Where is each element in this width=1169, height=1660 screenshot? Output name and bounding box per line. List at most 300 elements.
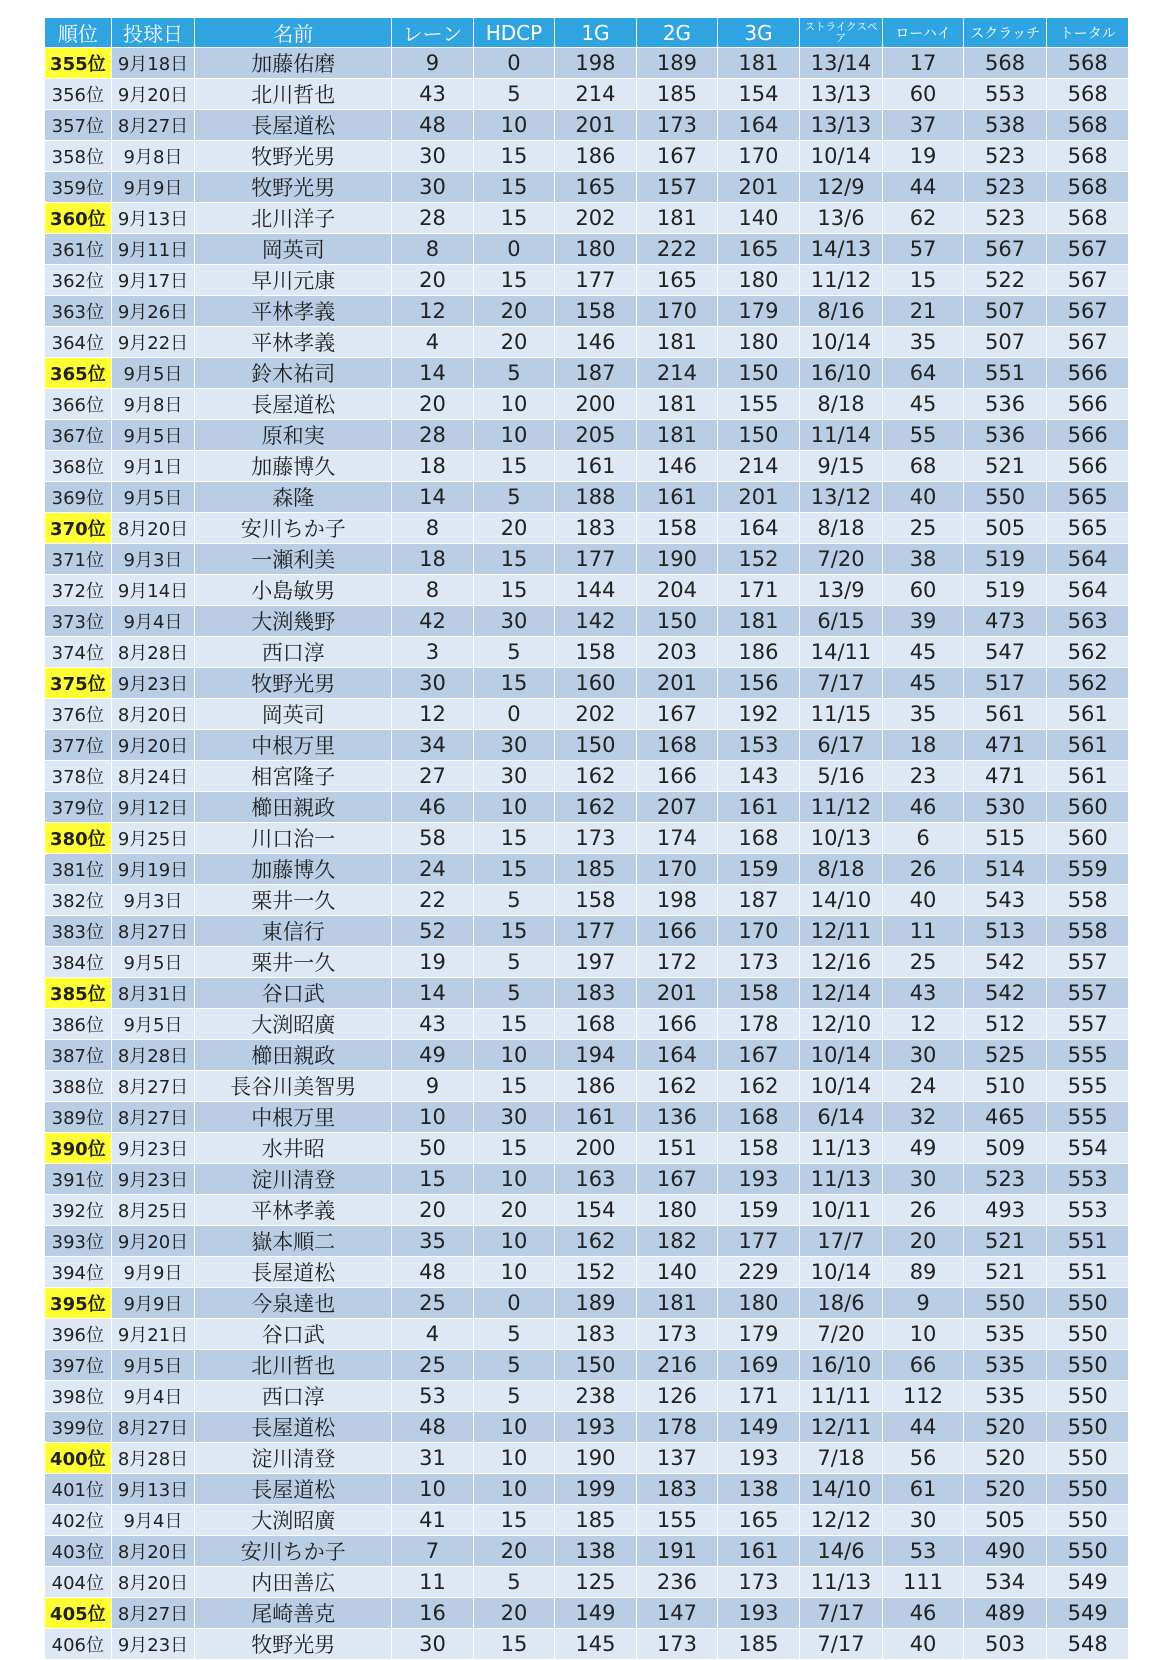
cell-low-high: 32 — [883, 1102, 963, 1133]
cell-low-high: 61 — [883, 1474, 963, 1505]
cell-total: 568 — [1047, 172, 1129, 203]
cell-name: 牧野光男 — [195, 668, 392, 699]
cell-lane: 18 — [392, 451, 474, 482]
table-row — [45, 1474, 1129, 1505]
cell-strike-spare: 7/20 — [799, 544, 883, 575]
cell-hdcp: 15 — [473, 575, 555, 606]
cell-rank: 384位 — [45, 947, 112, 978]
cell-game2: 140 — [636, 1257, 718, 1288]
cell-date: 8月20日 — [111, 1536, 195, 1567]
cell-name: 牧野光男 — [195, 141, 392, 172]
cell-total: 557 — [1047, 978, 1129, 1009]
cell-name: 長屋道松 — [195, 1474, 392, 1505]
cell-lane: 3 — [392, 637, 474, 668]
cell-rank: 392位 — [45, 1195, 112, 1226]
cell-name: 尾崎善克 — [195, 1598, 392, 1629]
cell-scratch: 513 — [963, 916, 1047, 947]
cell-hdcp: 5 — [473, 885, 555, 916]
cell-rank: 401位 — [45, 1474, 112, 1505]
cell-low-high: 35 — [883, 327, 963, 358]
cell-game3: 164 — [718, 513, 800, 544]
cell-lane: 52 — [392, 916, 474, 947]
cell-low-high: 46 — [883, 1598, 963, 1629]
cell-lane: 15 — [392, 1164, 474, 1195]
cell-strike-spare: 14/10 — [799, 1474, 883, 1505]
cell-game2: 166 — [636, 916, 718, 947]
header-1g: 1G — [555, 18, 637, 48]
cell-game3: 165 — [718, 234, 800, 265]
cell-low-high: 46 — [883, 792, 963, 823]
cell-hdcp: 20 — [473, 327, 555, 358]
cell-game3: 187 — [718, 885, 800, 916]
cell-total: 553 — [1047, 1195, 1129, 1226]
table-row — [45, 637, 1129, 668]
cell-scratch: 534 — [963, 1567, 1047, 1598]
cell-lane: 18 — [392, 544, 474, 575]
cell-name: 長屋道松 — [195, 1412, 392, 1443]
cell-rank: 383位 — [45, 916, 112, 947]
cell-game1: 189 — [555, 1288, 637, 1319]
cell-rank: 364位 — [45, 327, 112, 358]
cell-low-high: 60 — [883, 79, 963, 110]
cell-game3: 158 — [718, 978, 800, 1009]
cell-game1: 138 — [555, 1536, 637, 1567]
cell-scratch: 507 — [963, 327, 1047, 358]
cell-rank: 372位 — [45, 575, 112, 606]
cell-game3: 179 — [718, 1319, 800, 1350]
cell-scratch: 521 — [963, 1257, 1047, 1288]
cell-scratch: 536 — [963, 420, 1047, 451]
cell-scratch: 471 — [963, 730, 1047, 761]
cell-scratch: 489 — [963, 1598, 1047, 1629]
cell-game3: 180 — [718, 1288, 800, 1319]
cell-game1: 168 — [555, 1009, 637, 1040]
cell-game1: 190 — [555, 1443, 637, 1474]
cell-strike-spare: 12/11 — [799, 1412, 883, 1443]
cell-game1: 150 — [555, 730, 637, 761]
cell-name: 中根万里 — [195, 730, 392, 761]
cell-date: 9月4日 — [111, 1505, 195, 1536]
cell-name: 森隆 — [195, 482, 392, 513]
cell-strike-spare: 13/14 — [799, 48, 883, 79]
cell-game1: 202 — [555, 203, 637, 234]
cell-scratch: 520 — [963, 1412, 1047, 1443]
cell-game2: 126 — [636, 1381, 718, 1412]
cell-name: 加藤博久 — [195, 854, 392, 885]
cell-lane: 10 — [392, 1102, 474, 1133]
cell-low-high: 10 — [883, 1319, 963, 1350]
cell-total: 562 — [1047, 637, 1129, 668]
cell-rank: 356位 — [45, 79, 112, 110]
cell-game3: 178 — [718, 1009, 800, 1040]
cell-hdcp: 5 — [473, 947, 555, 978]
cell-lane: 14 — [392, 978, 474, 1009]
cell-lane: 30 — [392, 1629, 474, 1660]
table-row — [45, 730, 1129, 761]
cell-total: 558 — [1047, 885, 1129, 916]
cell-strike-spare: 7/17 — [799, 668, 883, 699]
cell-rank: 358位 — [45, 141, 112, 172]
cell-total: 550 — [1047, 1474, 1129, 1505]
cell-rank: 375位 — [45, 668, 112, 699]
table-row — [45, 1071, 1129, 1102]
cell-date: 9月23日 — [111, 1629, 195, 1660]
cell-total: 566 — [1047, 358, 1129, 389]
cell-total: 558 — [1047, 916, 1129, 947]
cell-strike-spare: 8/16 — [799, 296, 883, 327]
cell-low-high: 45 — [883, 668, 963, 699]
cell-game1: 154 — [555, 1195, 637, 1226]
table-row — [45, 1443, 1129, 1474]
table-row — [45, 699, 1129, 730]
cell-total: 550 — [1047, 1443, 1129, 1474]
cell-date: 9月23日 — [111, 1164, 195, 1195]
cell-low-high: 49 — [883, 1133, 963, 1164]
cell-name: 北川哲也 — [195, 79, 392, 110]
cell-hdcp: 15 — [473, 172, 555, 203]
cell-scratch: 553 — [963, 79, 1047, 110]
cell-total: 568 — [1047, 79, 1129, 110]
cell-game3: 158 — [718, 1133, 800, 1164]
cell-game2: 201 — [636, 978, 718, 1009]
cell-total: 550 — [1047, 1350, 1129, 1381]
cell-date: 9月11日 — [111, 234, 195, 265]
cell-scratch: 507 — [963, 296, 1047, 327]
cell-game2: 191 — [636, 1536, 718, 1567]
cell-name: 中根万里 — [195, 1102, 392, 1133]
cell-lane: 31 — [392, 1443, 474, 1474]
header-row — [45, 18, 1129, 48]
table-row — [45, 358, 1129, 389]
cell-total: 566 — [1047, 420, 1129, 451]
cell-game2: 183 — [636, 1474, 718, 1505]
cell-date: 9月9日 — [111, 1288, 195, 1319]
cell-rank: 365位 — [45, 358, 112, 389]
cell-game2: 170 — [636, 296, 718, 327]
cell-name: 安川ちか子 — [195, 513, 392, 544]
table-row — [45, 1319, 1129, 1350]
cell-strike-spare: 13/13 — [799, 79, 883, 110]
cell-rank: 378位 — [45, 761, 112, 792]
cell-game1: 180 — [555, 234, 637, 265]
table-row — [45, 1598, 1129, 1629]
cell-rank: 362位 — [45, 265, 112, 296]
cell-date: 8月27日 — [111, 1412, 195, 1443]
cell-game2: 137 — [636, 1443, 718, 1474]
cell-name: 平林孝義 — [195, 327, 392, 358]
table-row — [45, 1505, 1129, 1536]
cell-date: 9月3日 — [111, 885, 195, 916]
cell-game1: 202 — [555, 699, 637, 730]
cell-low-high: 26 — [883, 854, 963, 885]
cell-low-high: 6 — [883, 823, 963, 854]
cell-game3: 193 — [718, 1164, 800, 1195]
table-row — [45, 48, 1129, 79]
cell-scratch: 535 — [963, 1381, 1047, 1412]
cell-scratch: 538 — [963, 110, 1047, 141]
cell-date: 8月24日 — [111, 761, 195, 792]
cell-strike-spare: 11/13 — [799, 1567, 883, 1598]
cell-lane: 20 — [392, 1195, 474, 1226]
cell-game2: 189 — [636, 48, 718, 79]
cell-scratch: 517 — [963, 668, 1047, 699]
cell-lane: 49 — [392, 1040, 474, 1071]
cell-rank: 390位 — [45, 1133, 112, 1164]
cell-game3: 229 — [718, 1257, 800, 1288]
cell-game1: 160 — [555, 668, 637, 699]
table-row — [45, 1629, 1129, 1660]
cell-game3: 165 — [718, 1505, 800, 1536]
cell-game3: 177 — [718, 1226, 800, 1257]
cell-game2: 222 — [636, 234, 718, 265]
table-row — [45, 1102, 1129, 1133]
cell-scratch: 493 — [963, 1195, 1047, 1226]
cell-total: 549 — [1047, 1567, 1129, 1598]
cell-game2: 173 — [636, 1629, 718, 1660]
cell-game1: 146 — [555, 327, 637, 358]
cell-game3: 173 — [718, 947, 800, 978]
cell-scratch: 523 — [963, 141, 1047, 172]
cell-hdcp: 10 — [473, 792, 555, 823]
cell-game2: 181 — [636, 1288, 718, 1319]
cell-total: 563 — [1047, 606, 1129, 637]
cell-name: 淀川清登 — [195, 1164, 392, 1195]
cell-total: 555 — [1047, 1040, 1129, 1071]
cell-date: 9月5日 — [111, 358, 195, 389]
cell-total: 548 — [1047, 1629, 1129, 1660]
header-strike-spare: ストライクスペア — [799, 18, 883, 48]
cell-lane: 12 — [392, 699, 474, 730]
cell-game2: 185 — [636, 79, 718, 110]
cell-game1: 238 — [555, 1381, 637, 1412]
cell-date: 9月25日 — [111, 823, 195, 854]
cell-game2: 161 — [636, 482, 718, 513]
cell-low-high: 19 — [883, 141, 963, 172]
cell-total: 550 — [1047, 1536, 1129, 1567]
cell-date: 8月28日 — [111, 1443, 195, 1474]
cell-date: 9月23日 — [111, 668, 195, 699]
cell-hdcp: 15 — [473, 1009, 555, 1040]
cell-lane: 7 — [392, 1536, 474, 1567]
cell-strike-spare: 14/13 — [799, 234, 883, 265]
cell-game3: 185 — [718, 1629, 800, 1660]
cell-scratch: 542 — [963, 978, 1047, 1009]
cell-lane: 35 — [392, 1226, 474, 1257]
cell-game3: 140 — [718, 203, 800, 234]
table-row — [45, 1226, 1129, 1257]
cell-low-high: 55 — [883, 420, 963, 451]
cell-date: 9月8日 — [111, 389, 195, 420]
cell-game2: 178 — [636, 1412, 718, 1443]
cell-strike-spare: 16/10 — [799, 358, 883, 389]
cell-game1: 162 — [555, 792, 637, 823]
cell-game2: 181 — [636, 420, 718, 451]
cell-strike-spare: 11/15 — [799, 699, 883, 730]
cell-lane: 14 — [392, 358, 474, 389]
cell-hdcp: 20 — [473, 1598, 555, 1629]
cell-strike-spare: 10/14 — [799, 141, 883, 172]
cell-game1: 150 — [555, 1350, 637, 1381]
table-row — [45, 1288, 1129, 1319]
cell-rank: 373位 — [45, 606, 112, 637]
cell-strike-spare: 12/9 — [799, 172, 883, 203]
header-3g: 3G — [718, 18, 800, 48]
cell-game3: 180 — [718, 265, 800, 296]
cell-low-high: 37 — [883, 110, 963, 141]
cell-total: 553 — [1047, 1164, 1129, 1195]
cell-scratch: 509 — [963, 1133, 1047, 1164]
cell-rank: 389位 — [45, 1102, 112, 1133]
cell-scratch: 535 — [963, 1319, 1047, 1350]
cell-rank: 374位 — [45, 637, 112, 668]
cell-name: 岡英司 — [195, 234, 392, 265]
cell-lane: 12 — [392, 296, 474, 327]
cell-game3: 143 — [718, 761, 800, 792]
table-row — [45, 916, 1129, 947]
cell-name: 水井昭 — [195, 1133, 392, 1164]
cell-low-high: 45 — [883, 637, 963, 668]
cell-lane: 9 — [392, 1071, 474, 1102]
cell-date: 9月4日 — [111, 1381, 195, 1412]
cell-strike-spare: 10/11 — [799, 1195, 883, 1226]
cell-low-high: 9 — [883, 1288, 963, 1319]
cell-strike-spare: 12/16 — [799, 947, 883, 978]
cell-game3: 156 — [718, 668, 800, 699]
cell-game1: 198 — [555, 48, 637, 79]
cell-date: 9月1日 — [111, 451, 195, 482]
cell-game3: 192 — [718, 699, 800, 730]
cell-name: 北川哲也 — [195, 1350, 392, 1381]
cell-name: 西口淳 — [195, 637, 392, 668]
cell-lane: 43 — [392, 1009, 474, 1040]
cell-game3: 149 — [718, 1412, 800, 1443]
table-row — [45, 265, 1129, 296]
cell-strike-spare: 12/12 — [799, 1505, 883, 1536]
cell-rank: 402位 — [45, 1505, 112, 1536]
cell-game2: 165 — [636, 265, 718, 296]
cell-low-high: 23 — [883, 761, 963, 792]
cell-scratch: 471 — [963, 761, 1047, 792]
cell-scratch: 543 — [963, 885, 1047, 916]
cell-total: 568 — [1047, 141, 1129, 172]
cell-low-high: 30 — [883, 1040, 963, 1071]
cell-name: 櫛田親政 — [195, 1040, 392, 1071]
cell-low-high: 40 — [883, 885, 963, 916]
cell-scratch: 520 — [963, 1474, 1047, 1505]
table-row — [45, 1133, 1129, 1164]
cell-name: 淀川清登 — [195, 1443, 392, 1474]
cell-game3: 161 — [718, 792, 800, 823]
cell-hdcp: 10 — [473, 1040, 555, 1071]
cell-strike-spare: 10/14 — [799, 1257, 883, 1288]
cell-game3: 152 — [718, 544, 800, 575]
cell-low-high: 12 — [883, 1009, 963, 1040]
cell-rank: 386位 — [45, 1009, 112, 1040]
cell-game3: 155 — [718, 389, 800, 420]
cell-rank: 405位 — [45, 1598, 112, 1629]
cell-game1: 187 — [555, 358, 637, 389]
cell-lane: 22 — [392, 885, 474, 916]
cell-game2: 190 — [636, 544, 718, 575]
cell-total: 557 — [1047, 947, 1129, 978]
cell-hdcp: 5 — [473, 1567, 555, 1598]
cell-hdcp: 15 — [473, 1071, 555, 1102]
cell-rank: 406位 — [45, 1629, 112, 1660]
cell-date: 8月20日 — [111, 699, 195, 730]
cell-date: 8月31日 — [111, 978, 195, 1009]
cell-strike-spare: 8/18 — [799, 389, 883, 420]
cell-total: 564 — [1047, 544, 1129, 575]
cell-game2: 162 — [636, 1071, 718, 1102]
cell-game3: 162 — [718, 1071, 800, 1102]
cell-total: 560 — [1047, 792, 1129, 823]
cell-game1: 158 — [555, 637, 637, 668]
cell-hdcp: 10 — [473, 1474, 555, 1505]
cell-lane: 11 — [392, 1567, 474, 1598]
cell-game3: 159 — [718, 1195, 800, 1226]
table-row — [45, 513, 1129, 544]
cell-date: 8月28日 — [111, 1040, 195, 1071]
cell-low-high: 15 — [883, 265, 963, 296]
table-row — [45, 234, 1129, 265]
table-row — [45, 978, 1129, 1009]
cell-game1: 186 — [555, 1071, 637, 1102]
table-row — [45, 792, 1129, 823]
cell-name: 今泉達也 — [195, 1288, 392, 1319]
cell-rank: 361位 — [45, 234, 112, 265]
cell-rank: 357位 — [45, 110, 112, 141]
cell-game1: 158 — [555, 296, 637, 327]
cell-hdcp: 10 — [473, 389, 555, 420]
cell-low-high: 56 — [883, 1443, 963, 1474]
cell-name: 岡英司 — [195, 699, 392, 730]
cell-game3: 179 — [718, 296, 800, 327]
cell-strike-spare: 13/12 — [799, 482, 883, 513]
cell-game1: 161 — [555, 451, 637, 482]
cell-game3: 170 — [718, 141, 800, 172]
cell-game2: 182 — [636, 1226, 718, 1257]
cell-low-high: 53 — [883, 1536, 963, 1567]
cell-rank: 370位 — [45, 513, 112, 544]
cell-lane: 43 — [392, 79, 474, 110]
cell-game2: 198 — [636, 885, 718, 916]
cell-total: 551 — [1047, 1257, 1129, 1288]
cell-date: 9月8日 — [111, 141, 195, 172]
cell-name: 西口淳 — [195, 1381, 392, 1412]
cell-total: 566 — [1047, 389, 1129, 420]
cell-game3: 201 — [718, 482, 800, 513]
cell-name: 長屋道松 — [195, 1257, 392, 1288]
cell-lane: 8 — [392, 234, 474, 265]
cell-game2: 170 — [636, 854, 718, 885]
cell-strike-spare: 8/18 — [799, 854, 883, 885]
cell-hdcp: 5 — [473, 1319, 555, 1350]
cell-rank: 379位 — [45, 792, 112, 823]
table-row — [45, 1567, 1129, 1598]
cell-name: 加藤佑磨 — [195, 48, 392, 79]
cell-name: 栗井一久 — [195, 885, 392, 916]
cell-low-high: 44 — [883, 172, 963, 203]
cell-low-high: 111 — [883, 1567, 963, 1598]
cell-lane: 48 — [392, 110, 474, 141]
table-row — [45, 482, 1129, 513]
cell-scratch: 535 — [963, 1350, 1047, 1381]
cell-date: 8月25日 — [111, 1195, 195, 1226]
cell-name: 牧野光男 — [195, 172, 392, 203]
cell-game2: 167 — [636, 699, 718, 730]
cell-lane: 25 — [392, 1288, 474, 1319]
cell-game2: 151 — [636, 1133, 718, 1164]
